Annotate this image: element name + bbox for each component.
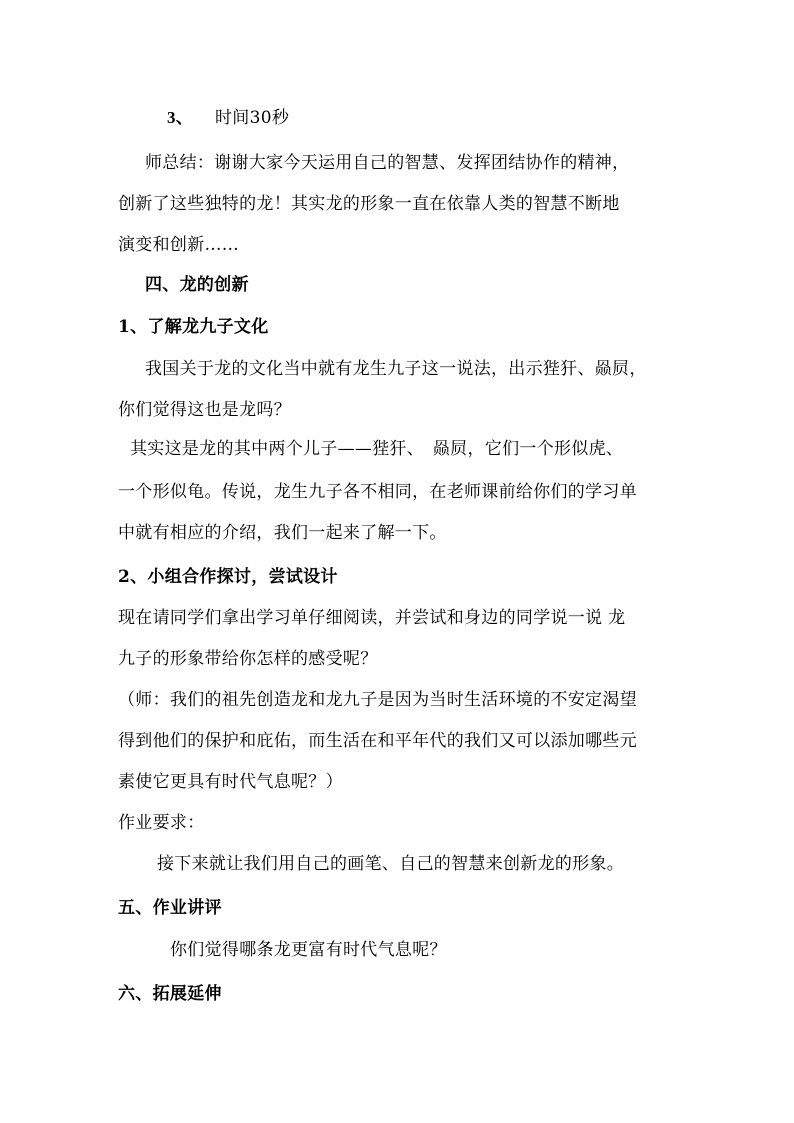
paragraph-line: 素使它更具有时代气息呢？） [118, 772, 343, 792]
paragraph-line: 你们觉得这也是龙吗？ [118, 400, 291, 420]
section-heading: 四、龙的创新 [145, 275, 249, 295]
paragraph-line: 得到他们的保护和庇佑，而生活在和平年代的我们又可以添加哪些元 [118, 731, 637, 751]
list-number: 3、 [167, 108, 194, 127]
subsection-heading: 2、小组合作探讨，尝试设计 [118, 567, 338, 587]
paragraph-line: 中就有相应的介绍，我们一起来了解一下。 [118, 523, 447, 543]
paragraph-line: 创新了这些独特的龙！其实龙的形象一直在依靠人类的智慧不断地 [118, 194, 620, 214]
paragraph-line: 作业要求： [118, 813, 205, 833]
paragraph-line: 接下来就让我们用自己的画笔、自己的智慧来创新龙的形象。 [157, 854, 625, 874]
paragraph-line: 师总结：谢谢大家今天运用自己的智慧、发挥团结协作的精神， [145, 153, 630, 173]
paragraph-line: 演变和创新…… [118, 235, 240, 255]
section-heading: 六、拓展延伸 [118, 984, 222, 1004]
timer-text: 时间30秒 [215, 108, 290, 128]
paragraph-line: 一个形似龟。传说，龙生九子各不相同，在老师课前给你们的学习单 [118, 482, 637, 502]
paragraph-line: 现在请同学们拿出学习单仔细阅读，并尝试和身边的同学说一说 龙 [118, 608, 626, 628]
subsection-heading: 1、了解龙九子文化 [118, 317, 269, 337]
paragraph-line: 九子的形象带给你怎样的感受呢？ [118, 649, 378, 669]
section-heading: 五、作业讲评 [118, 898, 222, 918]
paragraph-line: 其实这是龙的其中两个儿子——狴犴、 赑屃，它们一个形似虎、 [130, 439, 624, 459]
paragraph-line: 我国关于龙的文化当中就有龙生九子这一说法，出示狴犴、赑屃， [145, 359, 647, 379]
paragraph-line: （师：我们的祖先创造龙和龙九子是因为当时生活环境的不安定渴望 [118, 690, 637, 710]
paragraph-line: 你们觉得哪条龙更富有时代气息呢？ [170, 940, 447, 960]
